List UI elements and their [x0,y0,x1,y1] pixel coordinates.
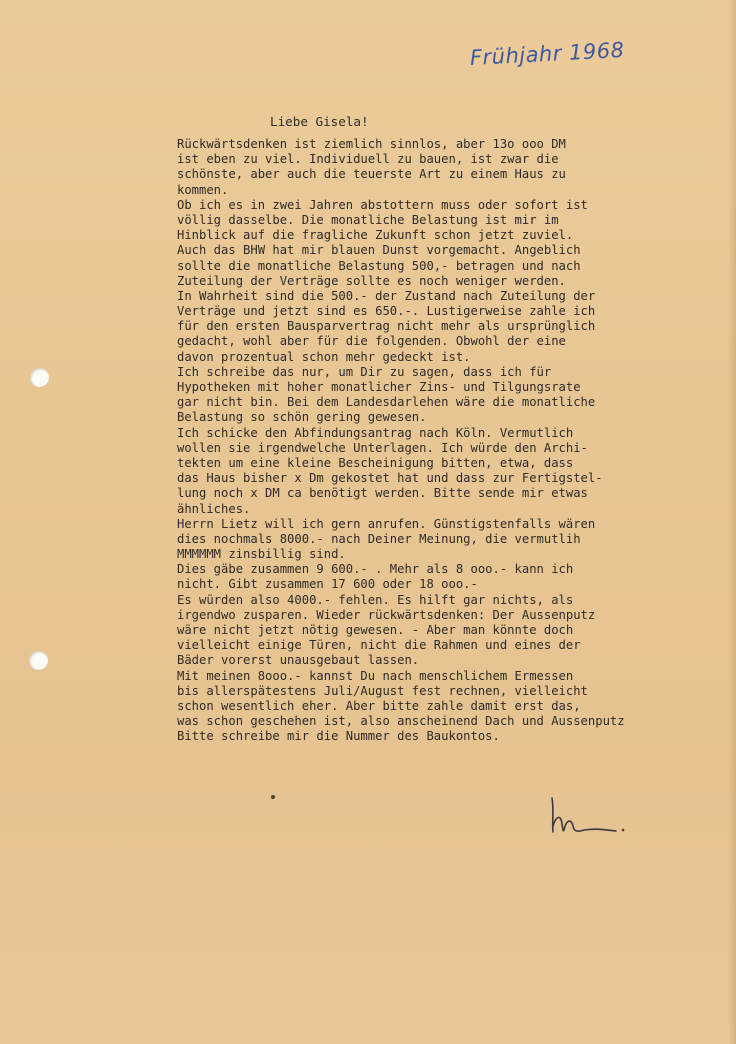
letter-line: gar nicht bin. Bei dem Landesdarlehen wäre die monatliche [177,395,596,410]
handwritten-date-note: Frühjahr 1968 [469,37,626,70]
letter-line: das Haus bisher x Dm gekostet hat und dass zur Fertigstel- [177,471,603,486]
letter-body [177,137,735,745]
letter-line: schönste, aber auch die teuerste Art zu einem Haus zu [177,167,566,182]
letter-line: irgendwo zusparen. Wieder rückwärtsdenken: Der Aussenputz [177,607,596,622]
letter-line: völlig dasselbe. Die monatliche Belastung ist mir im [177,212,559,227]
letter-line: In Wahrheit sind die 500.- der Zustand nach Zuteilung der [177,288,596,303]
punch-hole-lower [29,651,48,670]
letter-line: davon prozentual schon mehr gedeckt ist. [177,349,471,364]
letter-line: Es würden also 4000.- fehlen. Es hilft gar nichts, als [177,592,574,607]
letter-line: Dies gäbe zusammen 9 600.- . Mehr als 8 ooo.- kann ich [177,562,574,577]
letter-line: Ich schicke den Abfindungsantrag nach Köln. Vermutlich [177,425,574,440]
letter-line: ist eben zu viel. Individuell zu bauen, ist zwar die [177,152,559,167]
letter-line: kommen. [177,182,229,197]
letter-line: für den ersten Bausparvertrag nicht mehr als ursprünglich [177,319,596,334]
letter-line: tekten um eine kleine Bescheinigung bitten, etwa, dass [177,455,574,470]
letter-line: Mit meinen 8ooo.- kannst Du nach menschlichem Ermessen [177,668,574,683]
letter-line: gedacht, wohl aber für die folgenden. Obwohl der eine [177,334,566,349]
salutation: Liebe Gisela! [270,114,369,129]
letter-line: nicht. Gibt zusammen 17 600 oder 18 ooo.- [177,577,478,592]
letter-line: Bäder vorerst unausgebaut lassen. [177,653,420,668]
letter-line: Hypotheken mit hoher monatlicher Zins- und Tilgungsrate [177,380,581,394]
letter-line: lung noch x DM ca benötigt werden. Bitte sende mir etwas [177,486,588,501]
letter-line: Auch das BHW hat mir blauen Dunst vorgemacht. Angeblich [177,243,581,258]
letter-line: ähnliches. [177,501,251,516]
letter-line: schon wesentlich eher. Aber bitte zahle damit erst das, [177,698,581,713]
letter-line: Hinblick auf die fragliche Zukunft schon jetzt zuviel. [177,228,574,243]
letter-line: wollen sie irgendwelche Unterlagen. Ich würde den Archi- [177,440,588,455]
letter-line: Ob ich es in zwei Jahren abstottern muss oder sofort ist [177,197,588,212]
letter-line: Ich schreibe das nur, um Dir zu sagen, dass ich für [177,364,552,379]
letter-line: Verträge und jetzt sind es 650.-. Lustigerweise zahle ich [177,304,596,319]
punch-hole-upper [30,368,49,387]
letter-line: Rückwärtsdenken ist ziemlich sinnlos, aber 13o ooo DM [177,137,566,151]
handwritten-signature [544,786,634,842]
letter-line: MMMMMM zinsbillig sind. [177,547,346,562]
letter-line: sollte die monatliche Belastung 500,- betragen und nach [177,258,581,273]
ink-dot-mark [271,795,275,799]
letter-line: vielleicht einige Türen, nicht die Rahmen und eines der [177,638,581,653]
letter-line: bis allerspätestens Juli/August fest rechnen, vielleicht [177,683,588,698]
letter-line: Zuteilung der Verträge sollte es noch weniger werden. [177,273,566,288]
letter-line: Bitte schreibe mir die Nummer des Baukontos. [177,729,500,744]
letter-line: Herrn Lietz will ich gern anrufen. Günstigstenfalls wären [177,516,596,531]
letter-line: dies nochmals 8000.- nach Deiner Meinung, die vermutlih [177,531,581,546]
letter-line: Belastung so schön gering gewesen. [177,410,427,425]
letter-line: wäre nicht jetzt nötig gewesen. - Aber man könnte doch [177,623,574,637]
letter-line: was schon geschehen ist, also anscheinend Dach und Aussenputz [177,714,625,729]
